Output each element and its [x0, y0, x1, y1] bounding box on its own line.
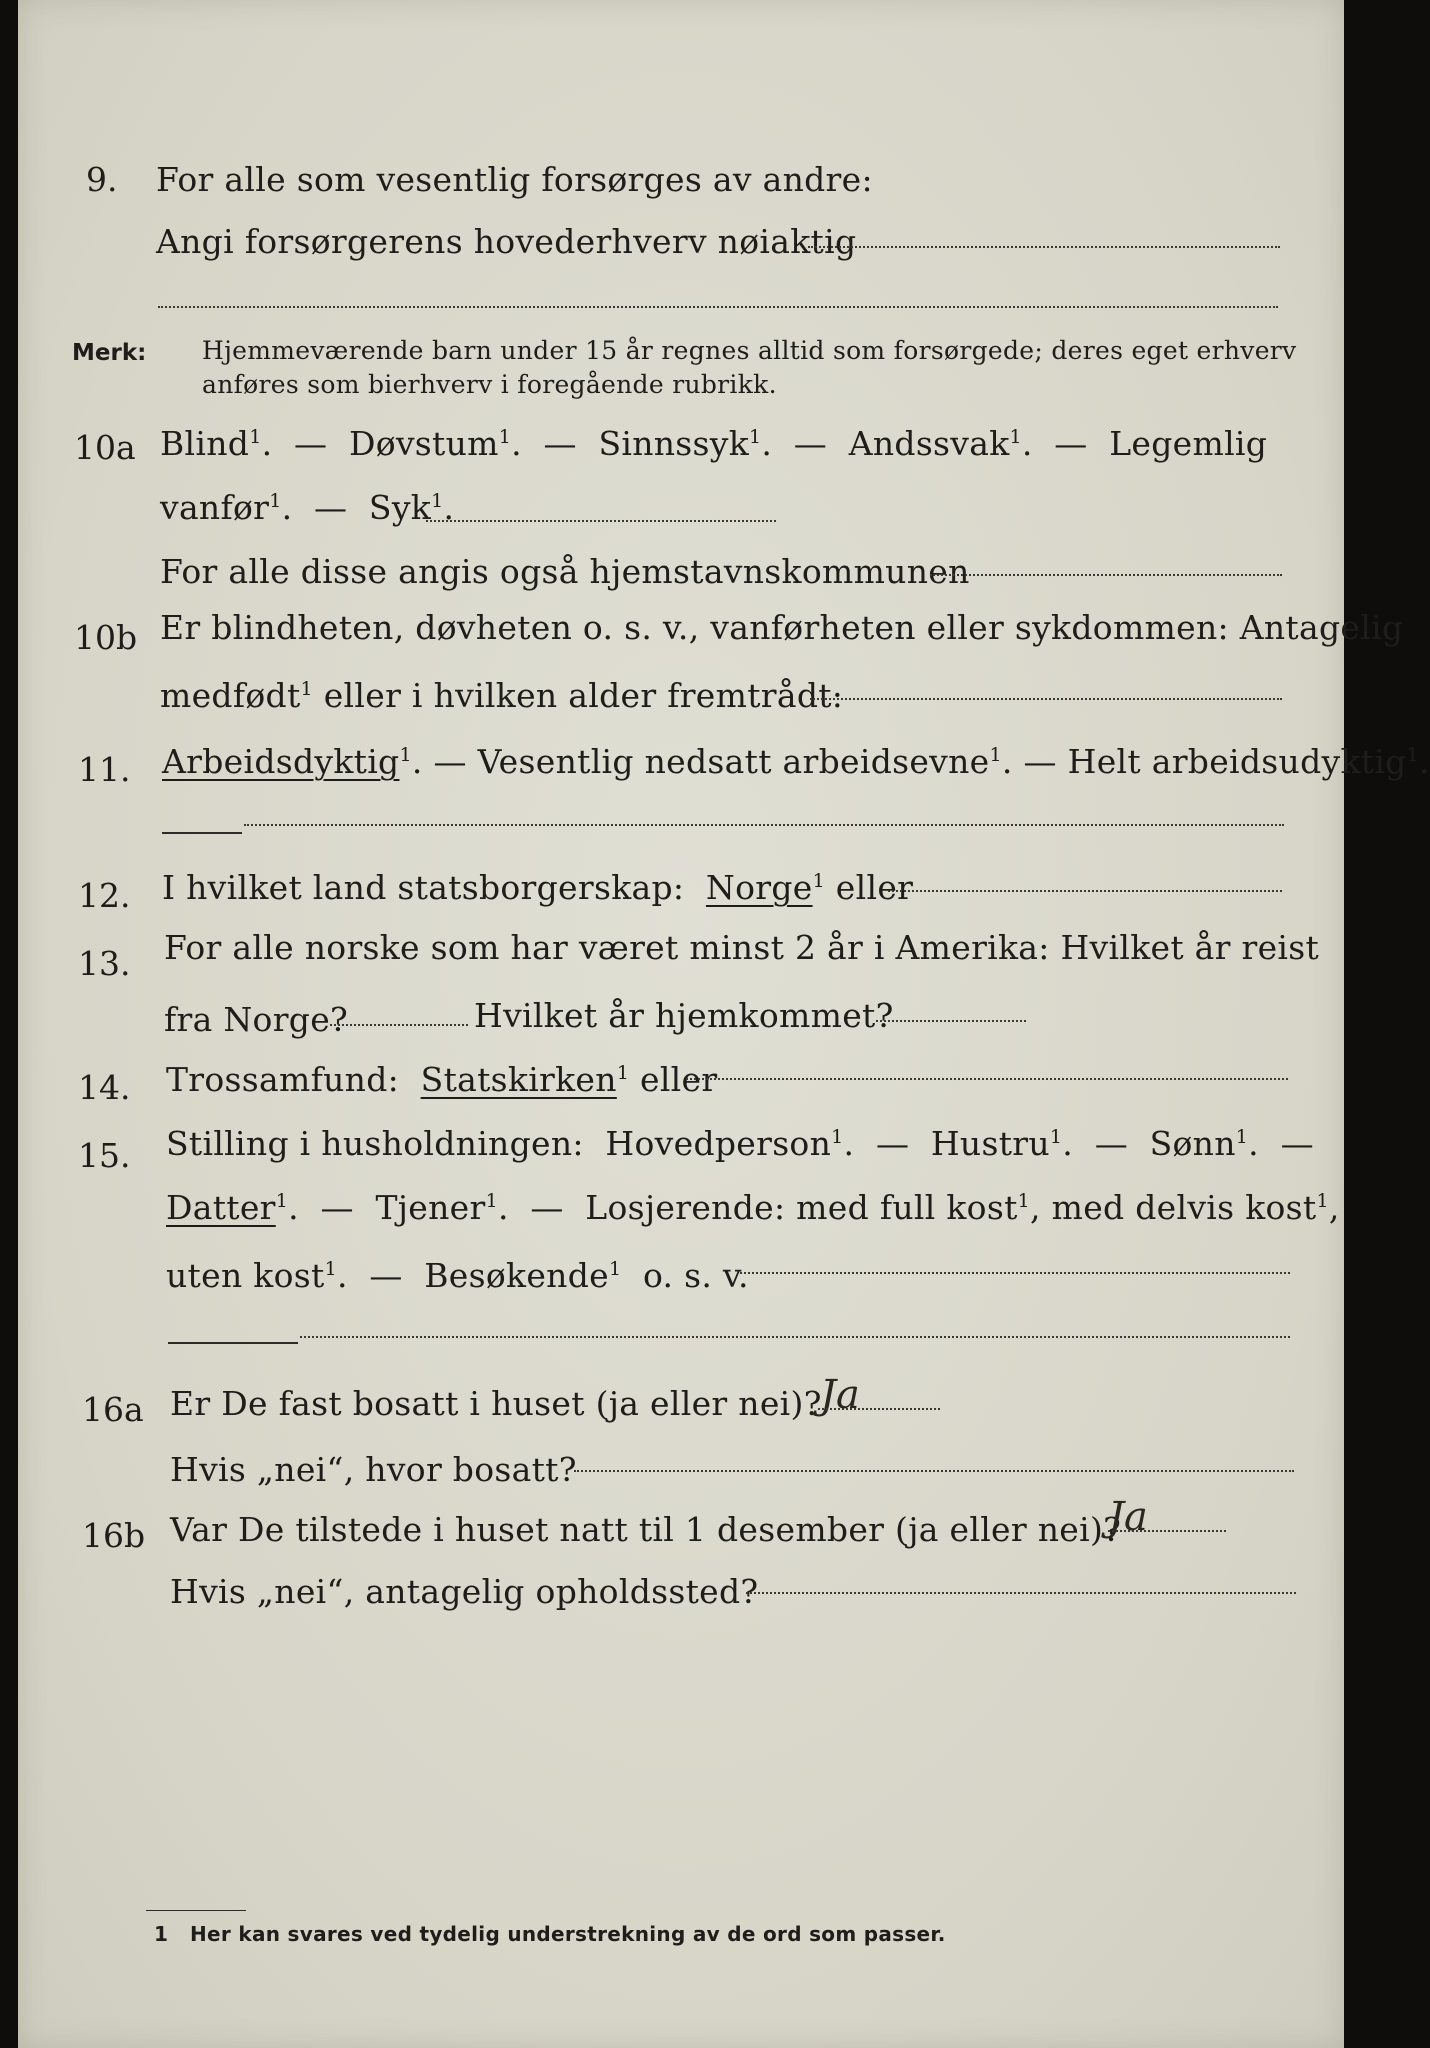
q16b-handwritten-answer[interactable]: Ja: [1108, 1494, 1148, 1540]
q16a-number: 16a: [82, 1390, 144, 1429]
census-form-page: [18, 0, 1430, 2048]
q16b-answer-line[interactable]: [1108, 1530, 1226, 1532]
option-statskirken-underlined[interactable]: Statskirken: [420, 1060, 617, 1099]
option-losjerende[interactable]: Losjerende: med full kost: [585, 1188, 1018, 1227]
q10b-answer-line[interactable]: [810, 698, 1282, 700]
q9-number: 9.: [86, 160, 118, 199]
q13-hjem: Hvilket år hjemkommet?: [474, 996, 894, 1035]
q16a-handwritten-answer[interactable]: Ja: [820, 1372, 860, 1418]
q15-line3: uten kost$^1$. — Besøkende$^1$ o. s. v.: [166, 1256, 749, 1295]
q13-fra-answer-line[interactable]: [330, 1024, 468, 1026]
q16a-line2: Hvis „nei“, hvor bosatt?: [170, 1450, 577, 1489]
q11-answer-line[interactable]: [244, 824, 1284, 826]
merk-line2: anføres som bierhverv i foregående rubrikk.: [202, 370, 777, 399]
option-vanfor[interactable]: vanfør: [160, 488, 270, 527]
q12-number: 12.: [78, 876, 131, 915]
option-hovedperson[interactable]: Hovedperson: [605, 1124, 832, 1163]
merk-line1: Hjemmeværende barn under 15 år regnes alltid som forsørgede; deres eget erhverv: [202, 336, 1297, 365]
q9-answer-line-2[interactable]: [158, 306, 1278, 308]
q9-answer-line[interactable]: [808, 246, 1280, 248]
option-besokende[interactable]: Besøkende: [424, 1256, 609, 1295]
q9-line1: For alle som vesentlig forsørges av andre:: [156, 160, 873, 199]
q16a-answer-line[interactable]: [818, 1408, 940, 1410]
option-hustru[interactable]: Hustru: [930, 1124, 1050, 1163]
q15-number: 15.: [78, 1136, 131, 1175]
q16b-line1: Var De tilstede i huset natt til 1 desember (ja eller nei)?: [170, 1510, 1122, 1549]
merk-label: Merk:: [72, 340, 147, 366]
q10a-kommune-line[interactable]: [930, 574, 1282, 576]
option-norge-underlined[interactable]: Norge: [705, 868, 813, 907]
q16b-line2: Hvis „nei“, antagelig opholdssted?: [170, 1572, 759, 1611]
option-tjener[interactable]: Tjener: [375, 1188, 486, 1227]
option-datter-underlined[interactable]: Datter: [166, 1188, 276, 1227]
q11-line1: Arbeidsdyktig$^1$. — Vesentlig nedsatt arbeidsevne$^1$. — Helt arbeidsudyktig$^1$.: [162, 742, 1430, 781]
q10a-line2: vanfør$^1$. — Syk$^1$.: [160, 488, 455, 527]
option-medfodt[interactable]: medfødt: [160, 676, 301, 715]
q13-fra: fra Norge?: [164, 1000, 349, 1039]
q16b-opholdssted-line[interactable]: [746, 1592, 1296, 1594]
option-sinnssyk[interactable]: Sinnssyk: [598, 424, 750, 463]
q15-line1: Stilling i husholdningen: Hovedperson$^1$. — Hustru$^1$. — Sønn$^1$. —: [166, 1124, 1314, 1163]
q13-hjem-answer-line[interactable]: [876, 1020, 1026, 1022]
option-dovstum[interactable]: Døvstum: [348, 424, 499, 463]
q10a-line3: For alle disse angis også hjemstavnskommunen: [160, 552, 970, 591]
option-sonn[interactable]: Sønn: [1149, 1124, 1236, 1163]
q10b-line2: medfødt$^1$ eller i hvilken alder fremtrådt:: [160, 676, 844, 715]
option-arbeidsdyktig-underlined[interactable]: Arbeidsdyktig: [162, 742, 400, 781]
option-syk[interactable]: Syk: [368, 488, 432, 527]
footnote: 1 Her kan svares ved tydelig understrekning av de ord som passer.: [154, 1922, 946, 1946]
q15-answer-line[interactable]: [740, 1272, 1290, 1274]
footnote-rule: [146, 1910, 246, 1911]
q15-answer-line-2[interactable]: [300, 1336, 1290, 1338]
q10a-line1: Blind$^1$. — Døvstum$^1$. — Sinnssyk$^1$. — Andssvak$^1$. — Legemlig: [160, 424, 1268, 463]
option-uten-kost[interactable]: uten kost: [166, 1256, 325, 1295]
q10a-number: 10a: [74, 428, 136, 467]
q14-number: 14.: [78, 1068, 131, 1107]
option-udyktig[interactable]: Helt arbeidsudyktig: [1067, 742, 1407, 781]
q16b-number: 16b: [82, 1516, 146, 1555]
option-nedsatt[interactable]: Vesentlig nedsatt arbeidsevne: [477, 742, 990, 781]
q14-line: Trossamfund: Statskirken$^1$ eller: [166, 1060, 718, 1099]
q9-line2: Angi forsørgerens hovederhverv nøiaktig: [156, 222, 857, 261]
q11-number: 11.: [78, 750, 131, 789]
q10a-answer-line[interactable]: [426, 520, 776, 522]
option-delvis-kost[interactable]: med delvis kost: [1051, 1188, 1317, 1227]
q15-line2: Datter$^1$. — Tjener$^1$. — Losjerende: med full kost$^1$, med delvis kost$^1$,: [166, 1188, 1340, 1227]
q16a-line1: Er De fast bosatt i huset (ja eller nei)?: [170, 1384, 822, 1423]
option-andssvak[interactable]: Andssvak: [848, 424, 1010, 463]
q10b-number: 10b: [74, 618, 138, 657]
q13-number: 13.: [78, 944, 131, 983]
q11-short-rule: [162, 832, 242, 834]
q12-answer-line[interactable]: [888, 890, 1282, 892]
q10b-line1: Er blindheten, døvheten o. s. v., vanførheten eller sykdommen: Antagelig: [160, 608, 1404, 647]
q12-line: I hvilket land statsborgerskap: Norge$^1$ eller: [162, 868, 914, 907]
q16a-bosatt-line[interactable]: [574, 1470, 1294, 1472]
option-legemlig[interactable]: Legemlig: [1109, 424, 1268, 463]
q13-line1: For alle norske som har været minst 2 år i Amerika: Hvilket år reist: [164, 928, 1320, 967]
q15-short-rule: [168, 1342, 298, 1344]
q14-answer-line[interactable]: [686, 1078, 1288, 1080]
option-blind[interactable]: Blind: [160, 424, 250, 463]
